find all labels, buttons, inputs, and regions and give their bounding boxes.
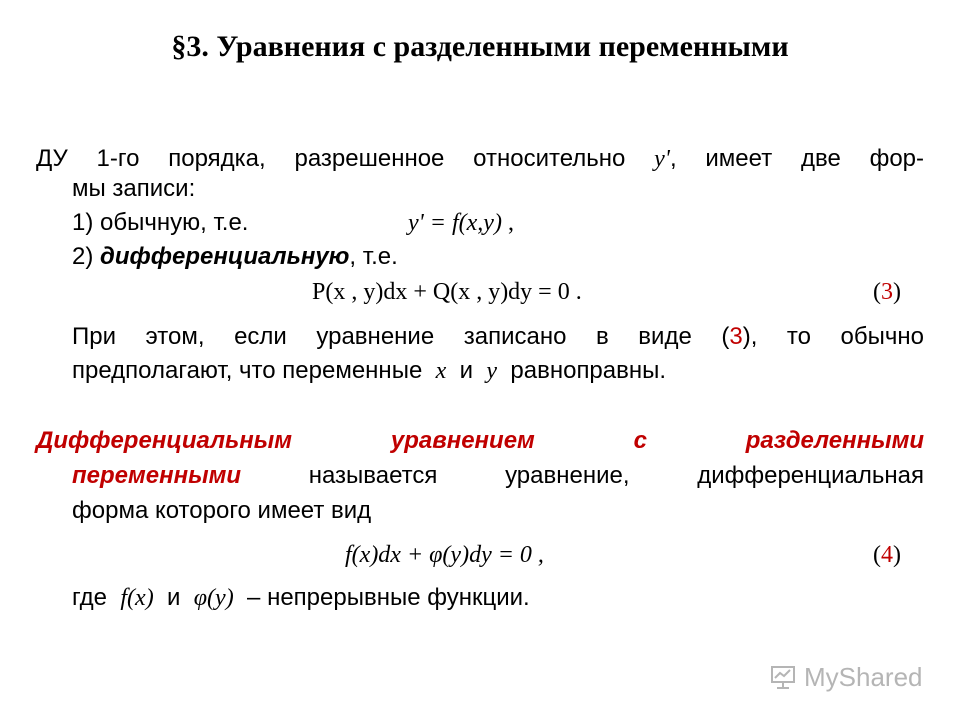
def-term-3: с [633, 427, 647, 454]
para2-text-c: предполагают, что переменные [72, 357, 423, 384]
equation-3-number: (3) [873, 279, 901, 305]
para1-text: ДУ 1-го порядка, разрешенное относительно [36, 145, 626, 172]
definition-line3 [72, 497, 371, 525]
page-title: §3. Уравнения с разделенными переменными [171, 30, 789, 63]
definition-line2 [72, 462, 924, 490]
func-phi: φ(y) [193, 585, 234, 611]
form2-suffix: , т.е. [349, 243, 398, 270]
para1-line1 [36, 145, 924, 173]
def-term-2: уравнением [390, 427, 535, 454]
equation-4-ref: 4 [881, 542, 893, 568]
def-text-2: форма которого имеет вид [72, 497, 372, 524]
para2-line1 [72, 323, 924, 351]
def-term-1: Дифференциальным [36, 427, 293, 454]
para2-text-a: При этом, если уравнение записано в виде ( [72, 323, 730, 350]
equation-4: f(x)dx + φ(y)dy = 0 , [345, 542, 544, 568]
para2-text-b: ), то обычно [742, 323, 924, 350]
logo-text: MyShared [804, 661, 923, 692]
presentation-icon [770, 664, 796, 690]
para1-line2 [72, 175, 195, 203]
form1-equation [408, 209, 514, 237]
form1-label: 1) обычную, т.е. [72, 209, 249, 236]
def-text: называется уравнение, дифференциальная [308, 462, 925, 489]
y-prime: y' [654, 146, 670, 172]
form2-term: дифференциальную [100, 243, 350, 270]
form2-num: 2) [72, 243, 94, 270]
def-and: и [167, 584, 181, 611]
var-x: x [435, 358, 447, 384]
form1-equation-end: , [501, 210, 514, 236]
equation-3-ref: 3 [881, 279, 893, 305]
def-where: где [72, 584, 108, 611]
myshared-logo [770, 660, 930, 694]
equation-3: P(x , y)dx + Q(x , y)dy = 0 . [312, 279, 582, 305]
para1-line4 [72, 243, 398, 271]
para2-ref-3: 3 [729, 323, 743, 350]
para2-line2 [72, 357, 666, 385]
var-y: y [486, 358, 498, 384]
def-end: – непрерывные функции. [247, 584, 530, 611]
equation-4-number: (4) [873, 542, 901, 568]
def-term-5: переменными [72, 462, 242, 489]
form1-equation-text: y' = f(x,y) [408, 210, 502, 236]
definition-line5 [72, 584, 530, 612]
para1-line2-text: мы записи: [72, 175, 196, 202]
para2-text-d: равноправны. [510, 357, 667, 384]
func-f: f(x) [120, 585, 154, 611]
para1-text-end: , имеет две фор- [669, 145, 925, 172]
para2-and: и [459, 357, 474, 384]
def-term-4: разделенными [745, 427, 925, 454]
definition-line1 [36, 427, 924, 455]
para1-line3 [72, 209, 248, 237]
